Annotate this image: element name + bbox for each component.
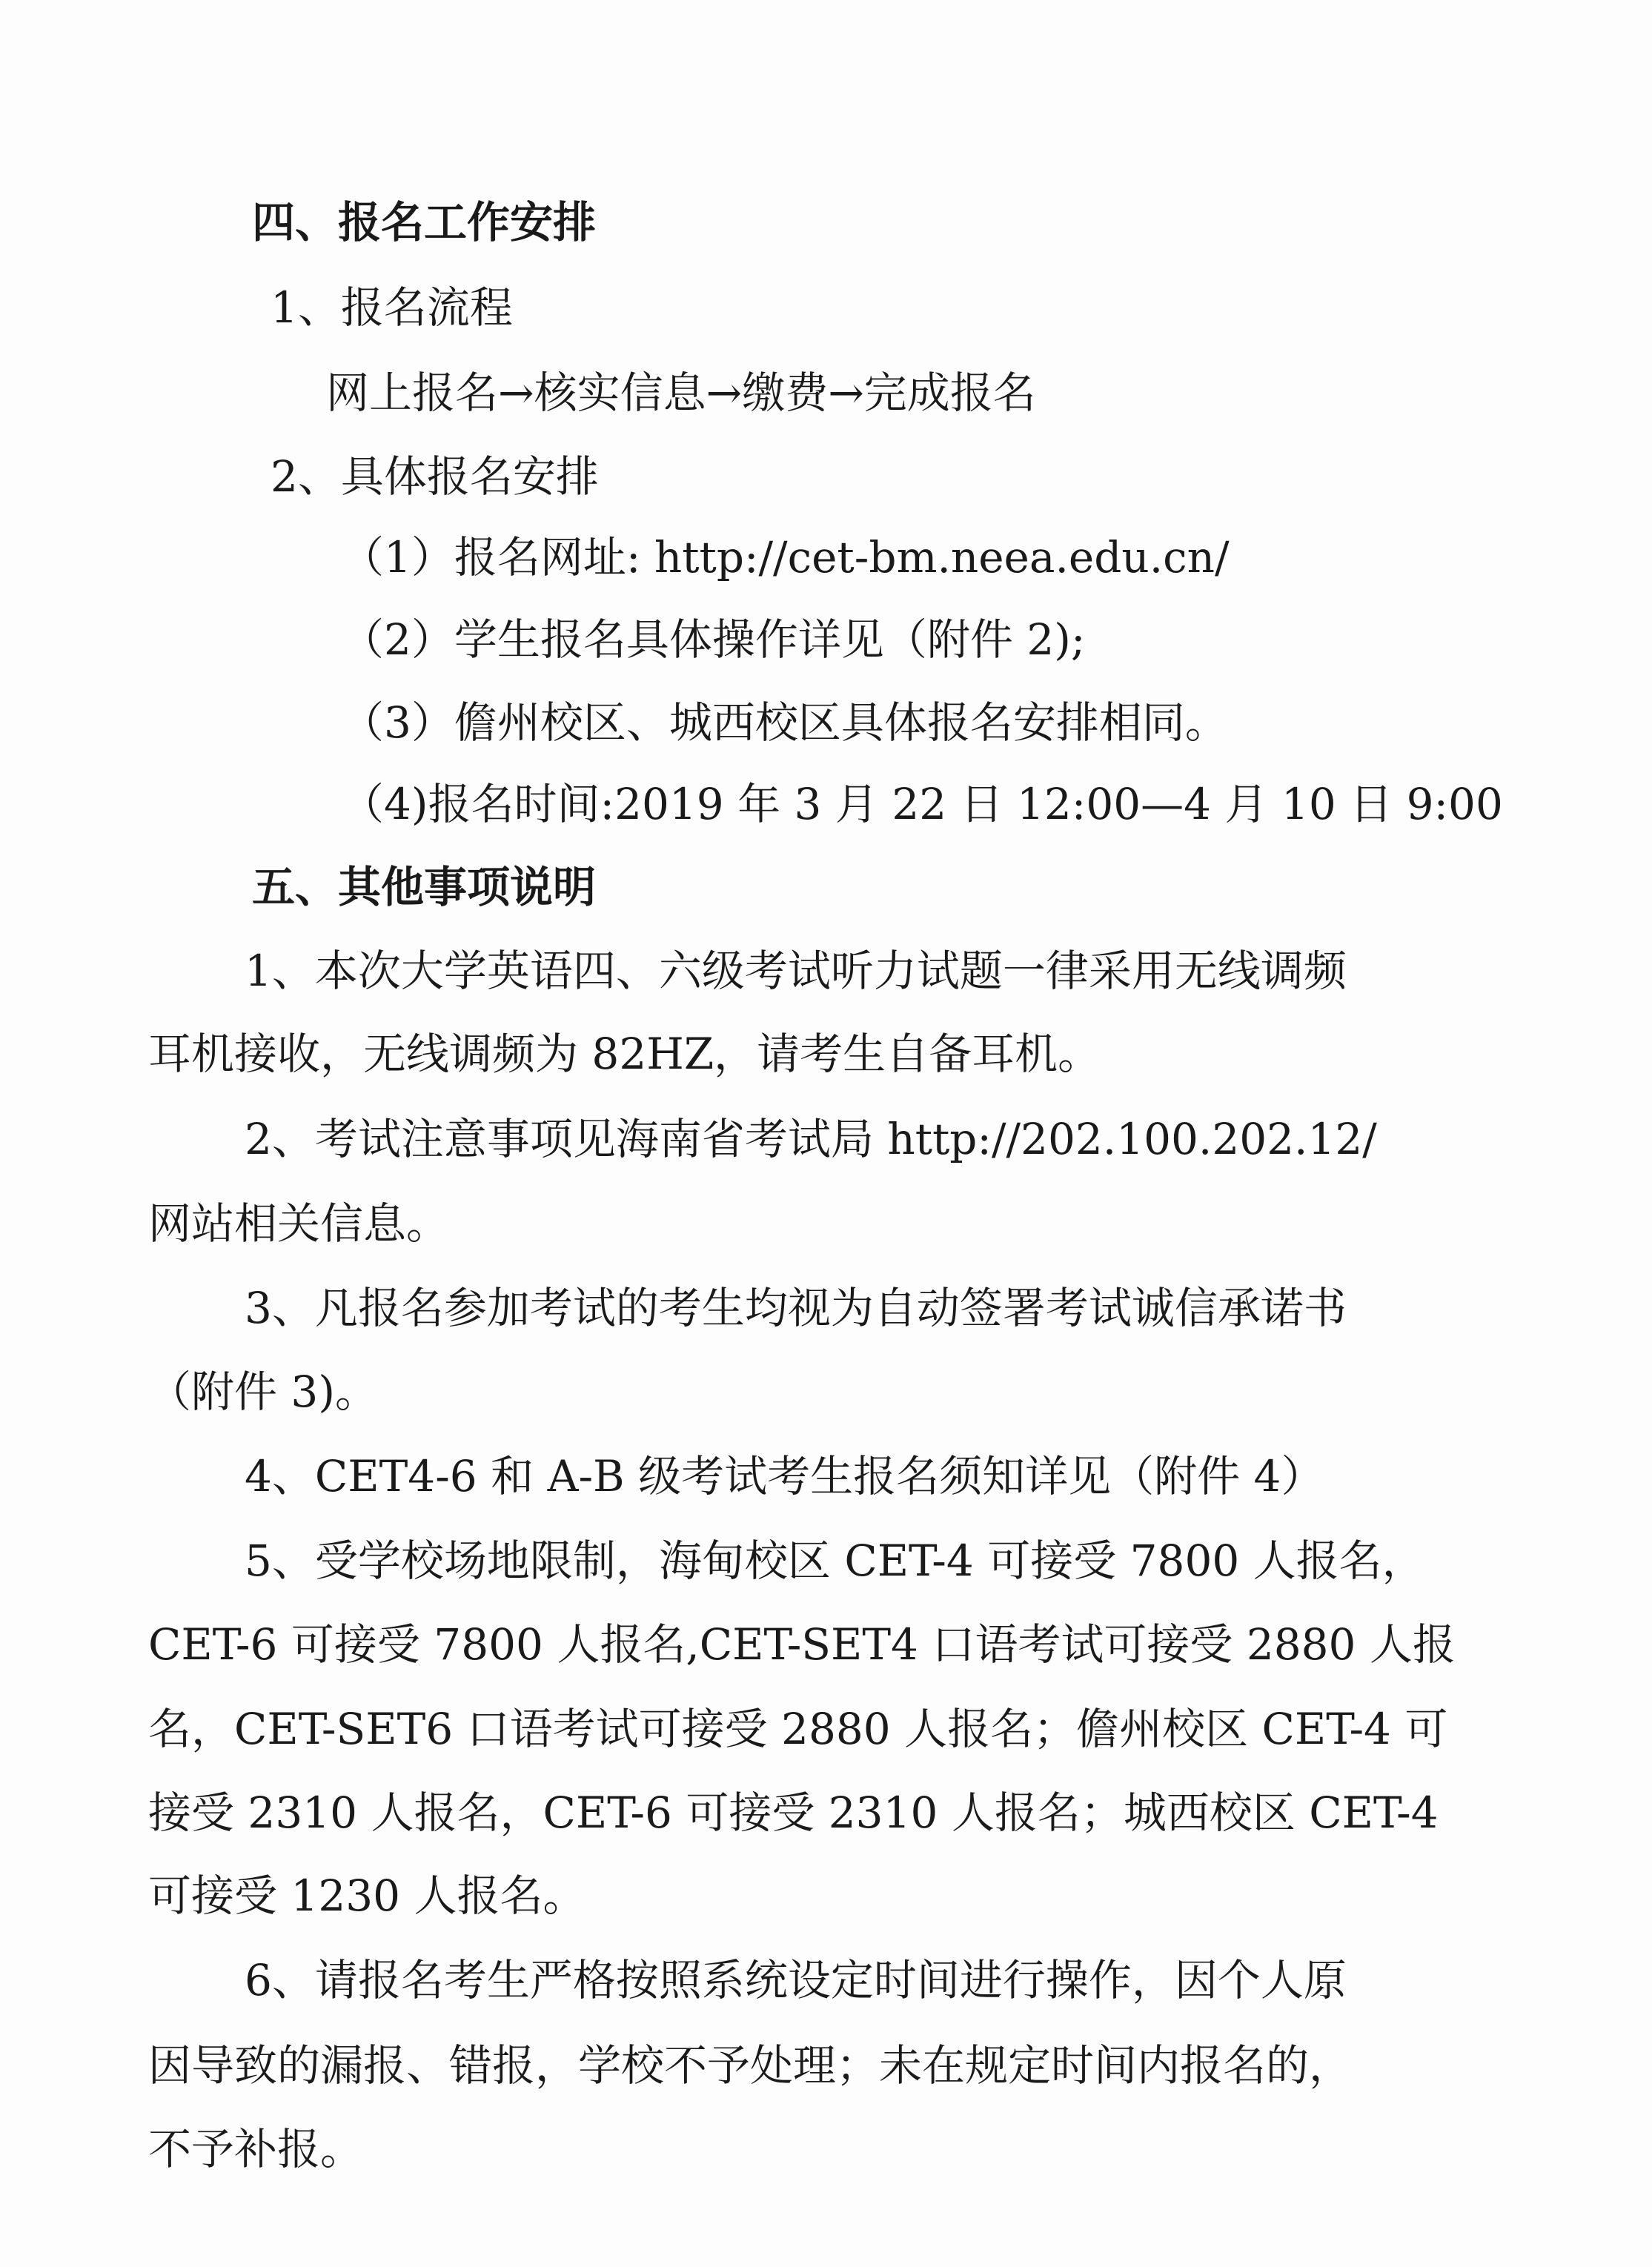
registration-flow: 网上报名→核实信息→缴费→完成报名	[326, 368, 1036, 418]
operation-guide-line: （2）学生报名具体操作详见（附件 2);	[341, 614, 1086, 665]
note-1-line-1: 1、本次大学英语四、六级考试听力试题一律采用无线调频	[245, 946, 1347, 996]
item-2-title: 2、具体报名安排	[271, 451, 599, 502]
registration-time-line: （4)报名时间:2019 年 3 月 22 日 12:00—4 月 10 日 9:00	[341, 779, 1503, 829]
section-5-heading: 五、其他事项说明	[252, 862, 597, 912]
note-1-line-2: 耳机接收，无线调频为 82HZ，请考生自备耳机。	[148, 1029, 1101, 1079]
note-4-line-1: 4、CET4-6 和 A-B 级考试考生报名须知详见（附件 4）	[245, 1451, 1324, 1501]
note-5-line-4: 接受 2310 人报名，CET-6 可接受 2310 人报名；城西校区 CET-4	[148, 1788, 1439, 1838]
note-5-line-1: 5、受学校场地限制，海甸校区 CET-4 可接受 7800 人报名，	[245, 1536, 1425, 1586]
note-5-line-3: 名，CET-SET6 口语考试可接受 2880 人报名；儋州校区 CET-4 可	[148, 1704, 1448, 1754]
registration-url-line: （1）报名网址: http://cet-bm.neea.edu.cn/	[341, 532, 1230, 582]
note-6-line-2: 因导致的漏报、错报，学校不予处理；未在规定时间内报名的，	[148, 2040, 1353, 2091]
section-4-heading: 四、报名工作安排	[252, 197, 597, 248]
note-6-line-1: 6、请报名考生严格按照系统设定时间进行操作，因个人原	[245, 1955, 1347, 2005]
campus-arrangement-line: （3）儋州校区、城西校区具体报名安排相同。	[341, 697, 1228, 748]
note-2-line-2: 网站相关信息。	[148, 1198, 450, 1249]
note-5-line-5: 可接受 1230 人报名。	[148, 1871, 586, 1921]
item-1-title: 1、报名流程	[271, 282, 513, 333]
note-2-line-1: 2、考试注意事项见海南省考试局 http://202.100.202.12/	[245, 1114, 1377, 1164]
note-5-line-2: CET-6 可接受 7800 人报名,CET-SET4 口语考试可接受 2880 人报	[148, 1619, 1456, 1670]
note-6-line-3: 不予补报。	[148, 2124, 364, 2174]
note-3-line-2: （附件 3)。	[148, 1367, 378, 1417]
note-3-line-1: 3、凡报名参加考试的考生均视为自动签署考试诚信承诺书	[245, 1283, 1347, 1333]
